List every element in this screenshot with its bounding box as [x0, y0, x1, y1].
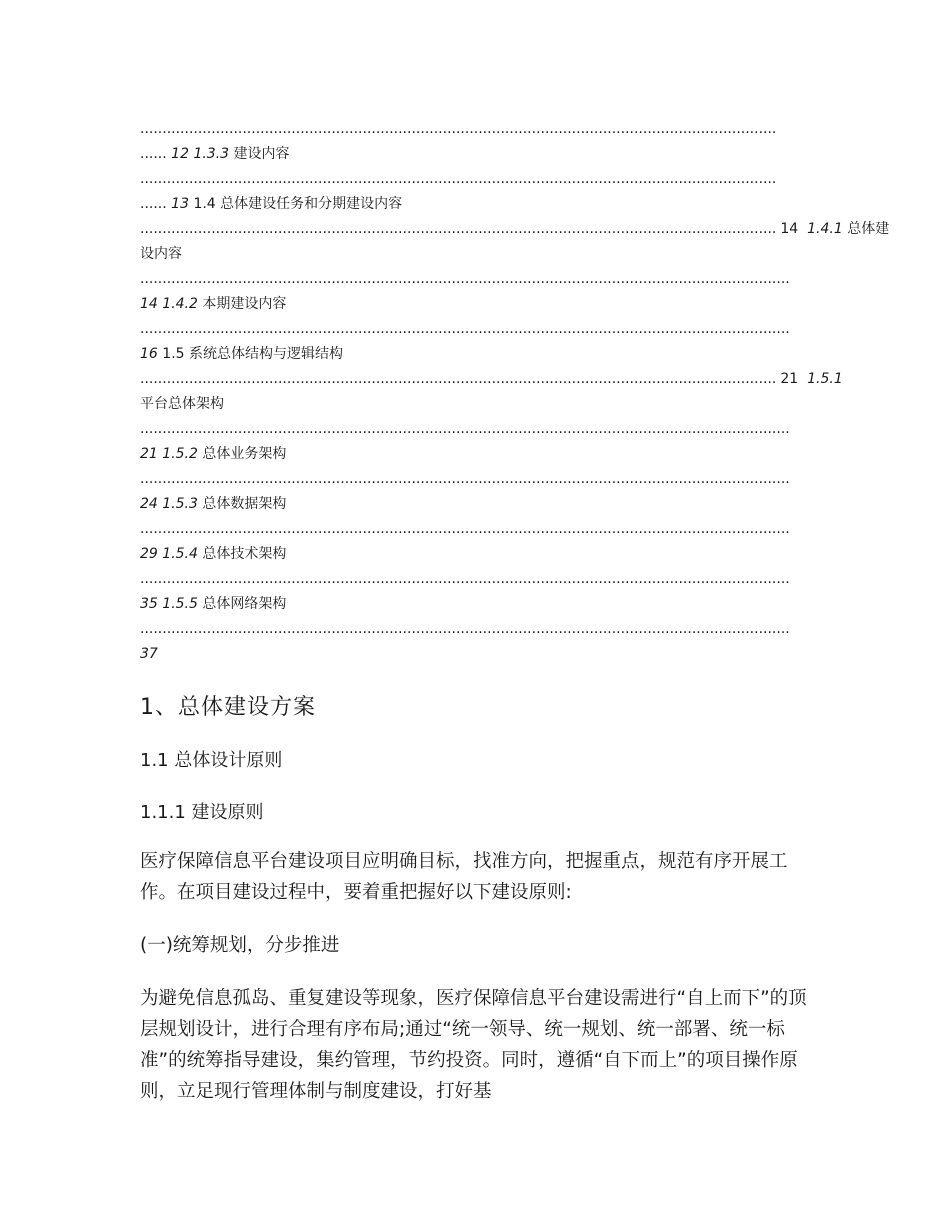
toc-section-number: 1.5.1	[807, 371, 843, 387]
toc-entry-1-5-2[interactable]	[140, 442, 810, 467]
toc-section-number: 1.5	[162, 346, 185, 362]
toc-leader-line: ..................................................................................................................................................	[140, 271, 790, 287]
toc-page-number: 24	[140, 496, 158, 512]
toc-section-number: 1.5.4	[162, 546, 198, 562]
toc-section-title: 总体业务架构	[202, 446, 287, 462]
toc-leader-line: ..................................................................................................................................................	[140, 571, 790, 587]
toc-section-title: 总体技术架构	[202, 546, 287, 562]
toc-leader-line: ...............................................................................................................................................	[140, 171, 777, 187]
toc-page-number: 12	[171, 146, 189, 162]
toc-section-title: 本期建设内容	[202, 296, 287, 312]
toc-section-number: 1.5.3	[162, 496, 198, 512]
toc-page-number: 21	[140, 446, 158, 462]
toc-leader-line: ..................................................................................................................................................	[140, 521, 790, 537]
toc-entry-end[interactable]	[140, 642, 810, 667]
subsection-heading: 1.1.1 建设原则	[140, 802, 264, 823]
toc-section-number: 1.4	[193, 196, 216, 212]
toc-entry-1-5-5[interactable]	[140, 592, 810, 617]
toc-section-title: 总体建设任务和分期建设内容	[220, 196, 403, 212]
toc-section-number: 1.4.1	[807, 221, 843, 237]
toc-entry-1-5-3[interactable]	[140, 492, 810, 517]
chapter-heading: 1、总体建设方案	[140, 695, 316, 720]
toc-page-number: 29	[140, 546, 158, 562]
toc-page-number: 35	[140, 596, 158, 612]
section-heading: 1.1 总体设计原则	[140, 750, 283, 771]
paragraph-intro: 医疗保障信息平台建设项目应明确目标，找准方向，把握重点，规范有序开展工作。在项目建设过程中，要着重把握好以下建设原则:	[140, 851, 788, 903]
toc-section-number: 1.5.5	[162, 596, 198, 612]
toc-page-number: 16	[140, 346, 158, 362]
document-body	[140, 688, 810, 1107]
paragraph-principle-heading: (一)统筹规划，分步推进	[140, 935, 340, 956]
toc-entry-continuation: 设内容	[140, 246, 182, 262]
toc-section-number: 1.3.3	[193, 146, 230, 162]
table-of-contents	[140, 117, 890, 667]
toc-page-number: 13	[171, 196, 189, 212]
toc-leader-line: ..................................................................................................................................................	[140, 421, 790, 437]
toc-entry-1-3-3[interactable]: ...... 12 1.3.3 建设内容	[140, 146, 290, 162]
toc-section-title: 总体数据架构	[202, 496, 287, 512]
paragraph-principle-body: 为避免信息孤岛、重复建设等现象，医疗保障信息平台建设需进行“自上而下”的顶层规划设计，进行合理有序布局;通过“统一领导、统一规划、统一部署、统一标准”的统筹指导建设，集约管理，节约投资。同时，遵循“自下而上”的项目操作原则，立足现行管理体制与制度建设，打好基	[140, 988, 807, 1102]
toc-section-title: 建设内容	[233, 146, 290, 162]
toc-entry-1-4-1[interactable]: ............................................................................................................................................... 14 1.4.1 总体建	[140, 221, 890, 237]
toc-entry-1-5-1[interactable]: ............................................................................................................................................... 21 1.5.1	[140, 371, 843, 387]
toc-entry-1-5[interactable]	[140, 342, 810, 367]
toc-entry-1-4-2[interactable]	[140, 292, 810, 317]
toc-entry-continuation: 平台总体架构	[140, 396, 224, 412]
toc-page-number: 14	[140, 296, 158, 312]
toc-section-title: 总体建	[847, 221, 890, 237]
toc-section-number: 1.4.2	[162, 296, 198, 312]
toc-entry-1-5-4[interactable]	[140, 542, 810, 567]
toc-section-title: 总体网络架构	[202, 596, 287, 612]
toc-page-number: 37	[140, 646, 158, 662]
toc-leader-line: ...............................................................................................................................................	[140, 121, 777, 137]
toc-page-number: 14	[780, 221, 799, 237]
toc-leader-line: ..................................................................................................................................................	[140, 621, 790, 637]
toc-section-number: 1.5.2	[162, 446, 198, 462]
toc-leader-line: ..................................................................................................................................................	[140, 471, 790, 487]
toc-leader-line: ..................................................................................................................................................	[140, 321, 790, 337]
toc-entry-1-4[interactable]: ...... 13 1.4 总体建设任务和分期建设内容	[140, 196, 403, 212]
toc-page-number: 21	[780, 371, 799, 387]
toc-section-title: 系统总体结构与逻辑结构	[189, 346, 343, 362]
